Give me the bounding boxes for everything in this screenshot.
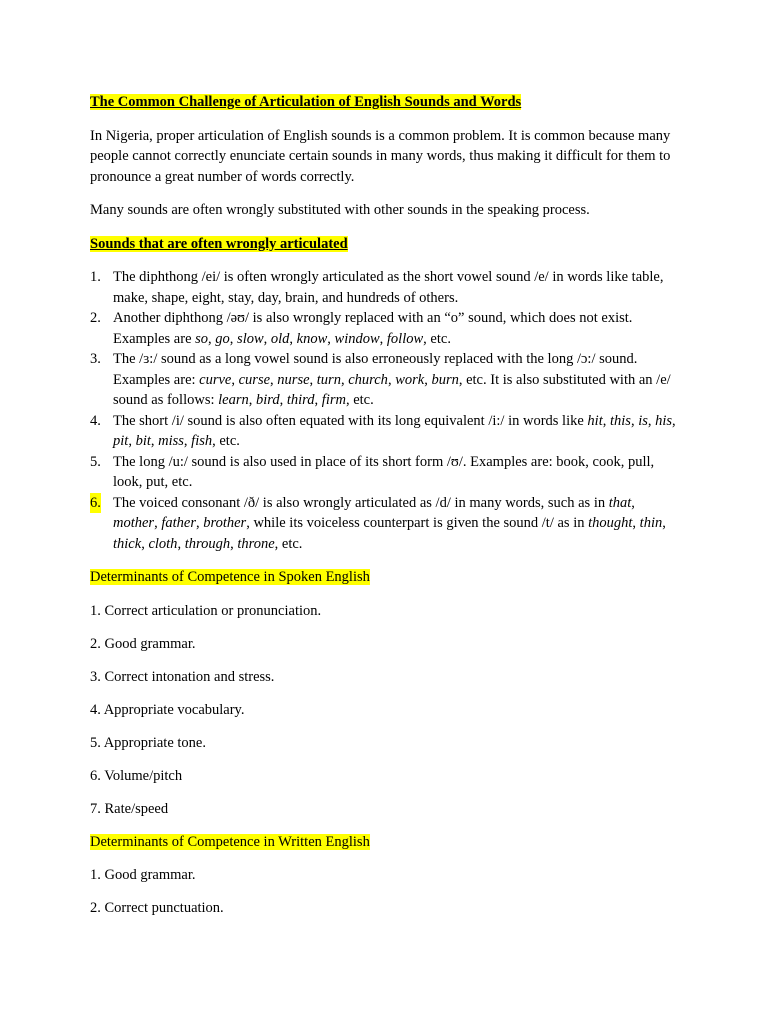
example-word: learn <box>218 392 249 408</box>
list-item-text: , <box>672 412 676 429</box>
example-word: curse <box>238 371 271 388</box>
document-title-text: The Common Challenge of Articulation of English Sounds and Words <box>90 94 522 110</box>
example-word: fish <box>191 433 213 449</box>
example-word: hit <box>587 412 603 429</box>
list-item-text: , <box>630 412 639 429</box>
list-item-text: The voiced consonant /ð/ is also wrongly articulated as /d/ in many words, such as in <box>113 494 609 511</box>
spoken-determinant-item: 4. Appropriate vocabulary. <box>90 701 245 718</box>
list-item-number: 4. <box>90 412 101 429</box>
list-item-text: , etc. <box>345 392 374 408</box>
example-word: thick <box>113 535 142 552</box>
example-word: window <box>334 330 380 347</box>
sounds-list-item <box>90 452 680 493</box>
spoken-heading-text: Determinants of Competence in Spoken English <box>90 569 370 585</box>
list-item-text: Another diphthong /əʊ/ is also wrongly replaced with an “o” sound, which does not exist. Examples are <box>113 310 633 347</box>
sounds-heading-text: Sounds that are often wrongly articulated <box>90 235 348 252</box>
example-word: miss <box>158 433 184 449</box>
list-item-text: , <box>208 330 216 347</box>
list-item-text: , etc. <box>212 433 240 449</box>
sounds-heading <box>90 234 680 255</box>
list-item-text: , <box>327 330 335 347</box>
list-item-text: , <box>150 433 159 449</box>
spoken-determinant-item: 5. Appropriate tone. <box>90 734 206 751</box>
example-word: pit <box>113 433 129 449</box>
list-item-text: , etc. It is also substituted with an /e/ sound as follows: <box>113 371 671 408</box>
example-word: burn <box>431 371 459 388</box>
example-word: old <box>270 330 290 347</box>
list-item-text: , <box>314 392 322 408</box>
example-word: follow <box>386 330 424 347</box>
list-item-text: The diphthong /ei/ is often wrongly articulated as the short vowel sound /e/ in words like table, make, shape, eight, stay, day, brain, and hundreds of others. <box>113 269 664 306</box>
written-heading <box>90 832 680 853</box>
list-item-text: , <box>632 515 640 531</box>
example-word: firm <box>321 392 346 408</box>
list-item-text: , <box>602 412 610 429</box>
spoken-determinant-item: 3. Correct intonation and stress. <box>90 668 275 685</box>
list-item-text: , etc. <box>423 330 451 347</box>
sounds-list-item <box>90 308 680 349</box>
example-word: curve <box>199 371 232 388</box>
list-item-text: , <box>141 535 149 552</box>
example-word: cloth <box>148 535 178 552</box>
list-item-text: , while its voiceless counterpart is given the sound /t/ as in <box>246 515 589 531</box>
example-word: through <box>184 535 231 552</box>
intro-paragraph: In Nigeria, proper articulation of English sounds is a common problem. It is common because many people cannot correctly enunciate certain sounds in many words, thus making it difficult for them to pronounce a great number of words correctly. <box>90 127 671 185</box>
sounds-list-item <box>90 493 680 555</box>
written-heading-text: Determinants of Competence in Written English <box>90 833 370 850</box>
list-item-text: , <box>289 330 297 347</box>
example-word: is <box>638 412 648 429</box>
list-item-text: , <box>379 330 387 347</box>
list-item-text: , <box>195 515 204 531</box>
list-item-text: , <box>263 330 271 347</box>
list-item-number: 3. <box>90 351 101 367</box>
list-item-text: The short /i/ sound is also often equated with its long equivalent /i:/ in words like <box>113 412 588 429</box>
example-word: thought <box>588 515 633 531</box>
list-item-text: , <box>128 433 136 449</box>
example-word: slow <box>237 330 264 347</box>
document-title <box>90 92 680 113</box>
example-word: know <box>296 330 328 347</box>
example-word: thin <box>639 515 663 531</box>
list-item-text: The /ɜ:/ sound as a long vowel sound is also erroneously replaced with the long /ɔ:/ sound. Examples are: <box>113 351 638 388</box>
list-item-text: , <box>270 371 278 388</box>
list-item-number: 2. <box>90 310 101 326</box>
list-item-text: , <box>183 433 192 449</box>
list-item-number: 6. <box>90 493 101 514</box>
example-word: so <box>195 330 209 347</box>
example-word: third <box>286 392 315 408</box>
spoken-determinant-item: 6. Volume/pitch <box>90 767 183 784</box>
list-item-text: The long /u:/ sound is also used in place of its short form /ʊ/. Examples are: book, cook, pull, look, put, etc. <box>113 453 655 490</box>
list-item-text: , <box>229 330 238 347</box>
spoken-determinant-item: 1. Correct articulation or pronunciation. <box>90 602 322 619</box>
list-item-text: , <box>340 371 349 388</box>
example-word: go <box>215 330 230 347</box>
example-word: father <box>161 515 196 531</box>
example-word: brother <box>203 515 247 531</box>
spoken-determinants-list <box>90 601 680 820</box>
example-word: bit <box>135 433 151 449</box>
substitution-paragraph: Many sounds are often wrongly substituted with other sounds in the speaking process. <box>90 202 590 218</box>
document-page <box>90 92 680 931</box>
example-word: turn <box>316 371 341 388</box>
example-word: church <box>348 371 388 388</box>
list-item-text: , <box>647 412 656 429</box>
list-item-text: , <box>231 371 239 388</box>
list-item-number: 5. <box>90 453 101 470</box>
example-word: work <box>395 371 425 388</box>
list-item-text: , <box>631 494 635 511</box>
example-word: his <box>655 412 673 429</box>
example-word: throne <box>237 535 275 552</box>
list-item-text: , <box>230 535 238 552</box>
list-item-text: , <box>662 515 666 531</box>
list-item-text: , etc. <box>274 535 303 552</box>
sounds-list-item <box>90 267 680 308</box>
sounds-list-item <box>90 411 680 452</box>
list-item-text: , <box>248 392 256 408</box>
sounds-list-item <box>90 349 680 411</box>
list-item-text: , <box>279 392 287 408</box>
list-item-text: , <box>387 371 396 388</box>
spoken-determinant-item: 7. Rate/speed <box>90 800 169 817</box>
spoken-determinant-item: 2. Good grammar. <box>90 635 196 652</box>
written-determinant-item: 1. Good grammar. <box>90 867 196 883</box>
example-word: bird <box>255 392 280 408</box>
list-item-text: , <box>154 515 162 531</box>
sounds-list <box>90 267 680 554</box>
written-determinants-list <box>90 865 680 919</box>
list-item-text: , <box>424 371 432 388</box>
list-item-number: 1. <box>90 269 101 285</box>
list-item-text: , <box>309 371 317 388</box>
example-word: that <box>608 494 632 511</box>
spoken-heading <box>90 567 680 588</box>
example-word: this <box>609 412 631 429</box>
written-determinant-item: 2. Correct punctuation. <box>90 900 224 916</box>
example-word: mother <box>113 515 155 531</box>
list-item-text: , <box>177 535 185 552</box>
example-word: nurse <box>277 371 310 388</box>
